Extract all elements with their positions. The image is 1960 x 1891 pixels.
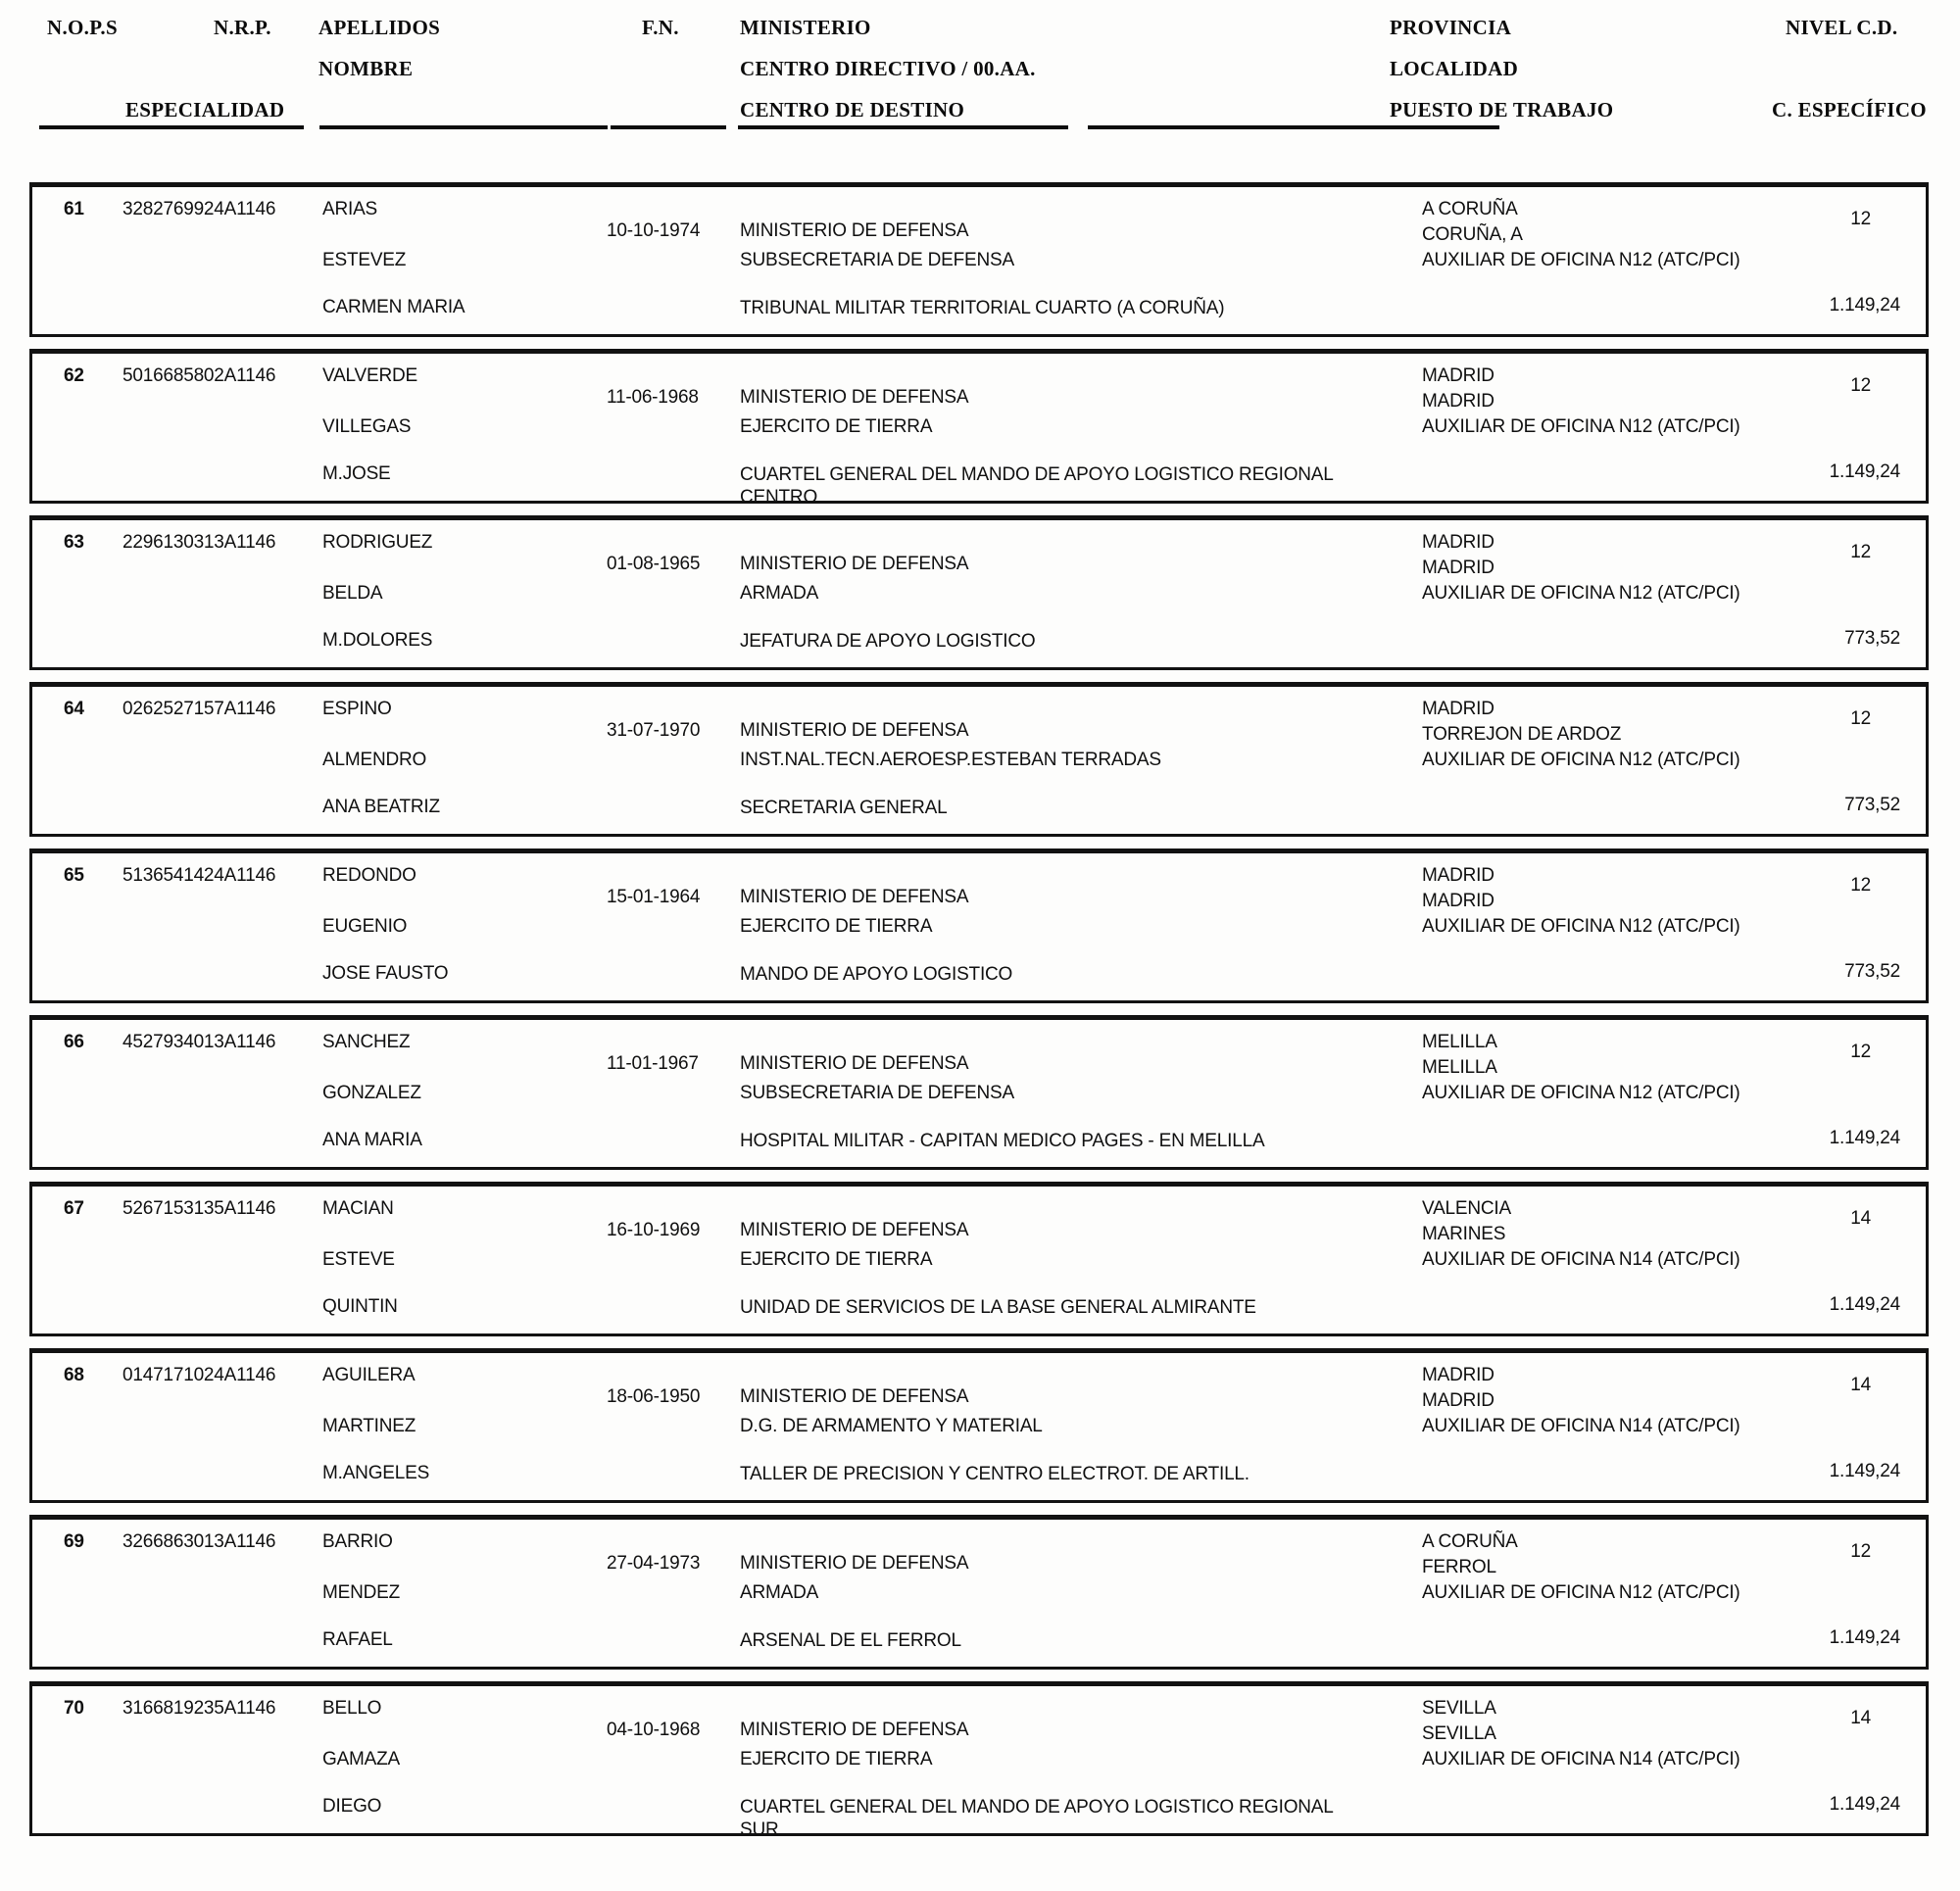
cell-puesto-trabajo: AUXILIAR DE OFICINA N14 (ATC/PCI)	[1422, 1749, 1740, 1770]
column-header-nivel-cd: NIVEL C.D.	[1786, 16, 1898, 39]
cell-nivel-cd: 14	[1850, 1708, 1871, 1728]
column-header-nops: N.O.P.S	[47, 16, 118, 39]
cell-apellido-2: ESTEVEZ	[322, 250, 407, 270]
cell-nombre: RAFAEL	[322, 1629, 393, 1650]
cell-ministerio: MINISTERIO DE DEFENSA	[740, 1220, 969, 1240]
cell-apellido-1: BARRIO	[322, 1531, 393, 1552]
cell-c-especifico: 1.149,24	[1829, 1294, 1900, 1315]
cell-c-especifico: 1.149,24	[1829, 461, 1900, 482]
cell-nivel-cd: 12	[1850, 875, 1871, 896]
cell-ministerio: MINISTERIO DE DEFENSA	[740, 1553, 969, 1574]
cell-nops: 68	[64, 1365, 84, 1385]
cell-nivel-cd: 12	[1850, 209, 1871, 229]
cell-ministerio: MINISTERIO DE DEFENSA	[740, 1053, 969, 1074]
cell-nivel-cd: 12	[1850, 375, 1871, 396]
cell-nrp: 3282769924A1146	[122, 199, 276, 219]
cell-provincia: A CORUÑA	[1422, 199, 1518, 219]
cell-fecha-nacimiento: 18-06-1950	[607, 1386, 701, 1407]
table-row	[29, 1015, 1929, 1170]
table-row	[29, 1348, 1929, 1503]
cell-apellido-2: GAMAZA	[322, 1749, 401, 1770]
cell-nops: 69	[64, 1531, 84, 1552]
cell-apellido-2: MENDEZ	[322, 1582, 401, 1603]
cell-fecha-nacimiento: 10-10-1974	[607, 220, 701, 241]
cell-nrp: 3266863013A1146	[122, 1531, 276, 1552]
cell-c-especifico: 1.149,24	[1829, 1627, 1900, 1648]
cell-provincia: VALENCIA	[1422, 1198, 1511, 1219]
table-row	[29, 1515, 1929, 1670]
cell-nrp: 4527934013A1146	[122, 1032, 276, 1052]
column-header-fn: F.N.	[642, 16, 679, 39]
cell-nombre: M.JOSE	[322, 463, 391, 484]
cell-apellido-2: GONZALEZ	[322, 1083, 421, 1103]
cell-fecha-nacimiento: 15-01-1964	[607, 887, 701, 907]
column-header-nombre: NOMBRE	[318, 57, 414, 80]
cell-apellido-1: MACIAN	[322, 1198, 394, 1219]
cell-localidad: MADRID	[1422, 891, 1494, 911]
cell-nivel-cd: 12	[1850, 1541, 1871, 1562]
cell-provincia: MADRID	[1422, 532, 1494, 553]
cell-provincia: SEVILLA	[1422, 1698, 1496, 1719]
cell-apellido-2: BELDA	[322, 583, 383, 604]
cell-centro-directivo: ARMADA	[740, 583, 819, 604]
cell-puesto-trabajo: AUXILIAR DE OFICINA N12 (ATC/PCI)	[1422, 1582, 1740, 1603]
cell-nops: 64	[64, 699, 84, 719]
cell-provincia: MADRID	[1422, 365, 1494, 386]
cell-nrp: 2296130313A1146	[122, 532, 276, 553]
header-rule-segment	[319, 125, 608, 129]
cell-apellido-1: REDONDO	[322, 865, 416, 886]
cell-apellido-2: VILLEGAS	[322, 416, 412, 437]
cell-centro-directivo: SUBSECRETARIA DE DEFENSA	[740, 1083, 1014, 1103]
cell-localidad: MADRID	[1422, 391, 1494, 412]
cell-nrp: 3166819235A1146	[122, 1698, 276, 1719]
cell-fecha-nacimiento: 11-06-1968	[607, 387, 699, 408]
cell-nops: 66	[64, 1032, 84, 1052]
cell-nombre: ANA BEATRIZ	[322, 797, 440, 817]
cell-provincia: A CORUÑA	[1422, 1531, 1518, 1552]
cell-ministerio: MINISTERIO DE DEFENSA	[740, 1720, 969, 1740]
cell-puesto-trabajo: AUXILIAR DE OFICINA N14 (ATC/PCI)	[1422, 1249, 1740, 1270]
cell-nops: 70	[64, 1698, 84, 1719]
cell-centro-destino: UNIDAD DE SERVICIOS DE LA BASE GENERAL ALMIRANTE	[740, 1297, 1256, 1318]
cell-fecha-nacimiento: 16-10-1969	[607, 1220, 701, 1240]
column-header-c-especifico: C. ESPECÍFICO	[1772, 98, 1927, 121]
cell-ministerio: MINISTERIO DE DEFENSA	[740, 720, 969, 741]
table-row	[29, 682, 1929, 837]
cell-apellido-1: ESPINO	[322, 699, 392, 719]
cell-provincia: MADRID	[1422, 1365, 1494, 1385]
cell-provincia: MADRID	[1422, 699, 1494, 719]
cell-centro-destino: HOSPITAL MILITAR - CAPITAN MEDICO PAGES - EN MELILLA	[740, 1131, 1265, 1151]
cell-nombre: M.DOLORES	[322, 630, 433, 651]
cell-c-especifico: 773,52	[1844, 628, 1900, 649]
cell-centro-directivo: D.G. DE ARMAMENTO Y MATERIAL	[740, 1416, 1043, 1436]
records-list	[29, 182, 1929, 1848]
cell-ministerio: MINISTERIO DE DEFENSA	[740, 887, 969, 907]
header-rule-segment	[39, 125, 304, 129]
cell-ministerio: MINISTERIO DE DEFENSA	[740, 1386, 969, 1407]
cell-fecha-nacimiento: 31-07-1970	[607, 720, 701, 741]
column-header-puesto-trabajo: PUESTO DE TRABAJO	[1390, 98, 1614, 121]
cell-c-especifico: 773,52	[1844, 795, 1900, 815]
table-row	[29, 1182, 1929, 1336]
cell-apellido-1: ARIAS	[322, 199, 378, 219]
cell-nombre: CARMEN MARIA	[322, 297, 466, 317]
table-row	[29, 849, 1929, 1003]
cell-centro-destino: TRIBUNAL MILITAR TERRITORIAL CUARTO (A CORUÑA)	[740, 298, 1225, 318]
cell-centro-destino: TALLER DE PRECISION Y CENTRO ELECTROT. DE ARTILL.	[740, 1464, 1250, 1484]
cell-localidad: MADRID	[1422, 1390, 1494, 1411]
cell-ministerio: MINISTERIO DE DEFENSA	[740, 387, 969, 408]
cell-puesto-trabajo: AUXILIAR DE OFICINA N12 (ATC/PCI)	[1422, 1083, 1740, 1103]
cell-nops: 61	[64, 199, 84, 219]
cell-apellido-1: RODRIGUEZ	[322, 532, 433, 553]
column-header-apellidos: APELLIDOS	[318, 16, 441, 39]
cell-nombre: DIEGO	[322, 1796, 382, 1817]
cell-c-especifico: 1.149,24	[1829, 1461, 1900, 1481]
cell-nivel-cd: 12	[1850, 708, 1871, 729]
cell-centro-directivo: EJERCITO DE TIERRA	[740, 1749, 933, 1770]
cell-localidad: SEVILLA	[1422, 1723, 1496, 1744]
cell-centro-destino: ARSENAL DE EL FERROL	[740, 1630, 961, 1651]
cell-puesto-trabajo: AUXILIAR DE OFICINA N12 (ATC/PCI)	[1422, 916, 1740, 937]
cell-nrp: 5136541424A1146	[122, 865, 276, 886]
cell-provincia: MELILLA	[1422, 1032, 1497, 1052]
column-header-nrp: N.R.P.	[214, 16, 271, 39]
cell-fecha-nacimiento: 11-01-1967	[607, 1053, 699, 1074]
cell-puesto-trabajo: AUXILIAR DE OFICINA N12 (ATC/PCI)	[1422, 583, 1740, 604]
cell-centro-directivo: EJERCITO DE TIERRA	[740, 916, 933, 937]
cell-centro-destino: MANDO DE APOYO LOGISTICO	[740, 964, 1013, 985]
table-row	[29, 1681, 1929, 1840]
cell-nops: 63	[64, 532, 84, 553]
cell-provincia: MADRID	[1422, 865, 1494, 886]
cell-localidad: MELILLA	[1422, 1057, 1497, 1078]
cell-apellido-2: EUGENIO	[322, 916, 408, 937]
cell-c-especifico: 1.149,24	[1829, 1794, 1900, 1815]
cell-nrp: 5016685802A1146	[122, 365, 276, 386]
column-header-centro-directivo: CENTRO DIRECTIVO / 00.AA.	[740, 57, 1036, 80]
column-header-centro-destino: CENTRO DE DESTINO	[740, 98, 965, 121]
cell-centro-directivo: INST.NAL.TECN.AEROESP.ESTEBAN TERRADAS	[740, 750, 1161, 770]
cell-centro-destino: JEFATURA DE APOYO LOGISTICO	[740, 631, 1036, 652]
cell-nombre: ANA MARIA	[322, 1130, 422, 1150]
cell-nrp: 0262527157A1146	[122, 699, 276, 719]
cell-apellido-2: ESTEVE	[322, 1249, 395, 1270]
cell-centro-directivo: ARMADA	[740, 1582, 819, 1603]
cell-localidad: TORREJON DE ARDOZ	[1422, 724, 1622, 745]
cell-nrp: 0147171024A1146	[122, 1365, 276, 1385]
column-header-ministerio: MINISTERIO	[740, 16, 871, 39]
cell-puesto-trabajo: AUXILIAR DE OFICINA N12 (ATC/PCI)	[1422, 250, 1740, 270]
cell-nivel-cd: 12	[1850, 542, 1871, 562]
cell-apellido-1: VALVERDE	[322, 365, 417, 386]
cell-fecha-nacimiento: 27-04-1973	[607, 1553, 701, 1574]
column-header-localidad: LOCALIDAD	[1390, 57, 1519, 80]
cell-puesto-trabajo: AUXILIAR DE OFICINA N12 (ATC/PCI)	[1422, 416, 1740, 437]
cell-c-especifico: 1.149,24	[1829, 1128, 1900, 1148]
cell-fecha-nacimiento: 04-10-1968	[607, 1720, 701, 1740]
cell-puesto-trabajo: AUXILIAR DE OFICINA N14 (ATC/PCI)	[1422, 1416, 1740, 1436]
table-row	[29, 182, 1929, 337]
cell-centro-destino: CUARTEL GENERAL DEL MANDO DE APOYO LOGISTICO REGIONAL SUR	[740, 1797, 1333, 1840]
cell-fecha-nacimiento: 01-08-1965	[607, 554, 701, 574]
header-rule-segment	[611, 125, 726, 129]
cell-apellido-2: MARTINEZ	[322, 1416, 416, 1436]
cell-nombre: QUINTIN	[322, 1296, 398, 1317]
cell-nops: 62	[64, 365, 84, 386]
column-header-provincia: PROVINCIA	[1390, 16, 1512, 39]
cell-localidad: FERROL	[1422, 1557, 1496, 1577]
cell-centro-destino: SECRETARIA GENERAL	[740, 798, 948, 818]
cell-nivel-cd: 14	[1850, 1208, 1871, 1229]
table-row	[29, 349, 1929, 508]
cell-nivel-cd: 12	[1850, 1042, 1871, 1062]
cell-c-especifico: 773,52	[1844, 961, 1900, 982]
cell-nombre: JOSE FAUSTO	[322, 963, 449, 984]
cell-puesto-trabajo: AUXILIAR DE OFICINA N12 (ATC/PCI)	[1422, 750, 1740, 770]
cell-apellido-1: AGUILERA	[322, 1365, 416, 1385]
cell-nops: 67	[64, 1198, 84, 1219]
cell-centro-directivo: EJERCITO DE TIERRA	[740, 1249, 933, 1270]
cell-localidad: MARINES	[1422, 1224, 1506, 1244]
cell-nops: 65	[64, 865, 84, 886]
column-header-especialidad: ESPECIALIDAD	[125, 98, 285, 121]
cell-centro-directivo: EJERCITO DE TIERRA	[740, 416, 933, 437]
cell-nombre: M.ANGELES	[322, 1463, 430, 1483]
cell-ministerio: MINISTERIO DE DEFENSA	[740, 554, 969, 574]
header-rule-segment	[738, 125, 1068, 129]
cell-localidad: MADRID	[1422, 558, 1494, 578]
cell-ministerio: MINISTERIO DE DEFENSA	[740, 220, 969, 241]
cell-nivel-cd: 14	[1850, 1375, 1871, 1395]
cell-centro-directivo: SUBSECRETARIA DE DEFENSA	[740, 250, 1014, 270]
cell-apellido-1: SANCHEZ	[322, 1032, 411, 1052]
cell-localidad: CORUÑA, A	[1422, 224, 1523, 245]
cell-c-especifico: 1.149,24	[1829, 295, 1900, 315]
cell-centro-destino: CUARTEL GENERAL DEL MANDO DE APOYO LOGISTICO REGIONAL CENTRO	[740, 464, 1333, 508]
header-rule-segment	[1088, 125, 1499, 129]
cell-nrp: 5267153135A1146	[122, 1198, 276, 1219]
cell-apellido-1: BELLO	[322, 1698, 382, 1719]
table-row	[29, 515, 1929, 670]
cell-apellido-2: ALMENDRO	[322, 750, 427, 770]
